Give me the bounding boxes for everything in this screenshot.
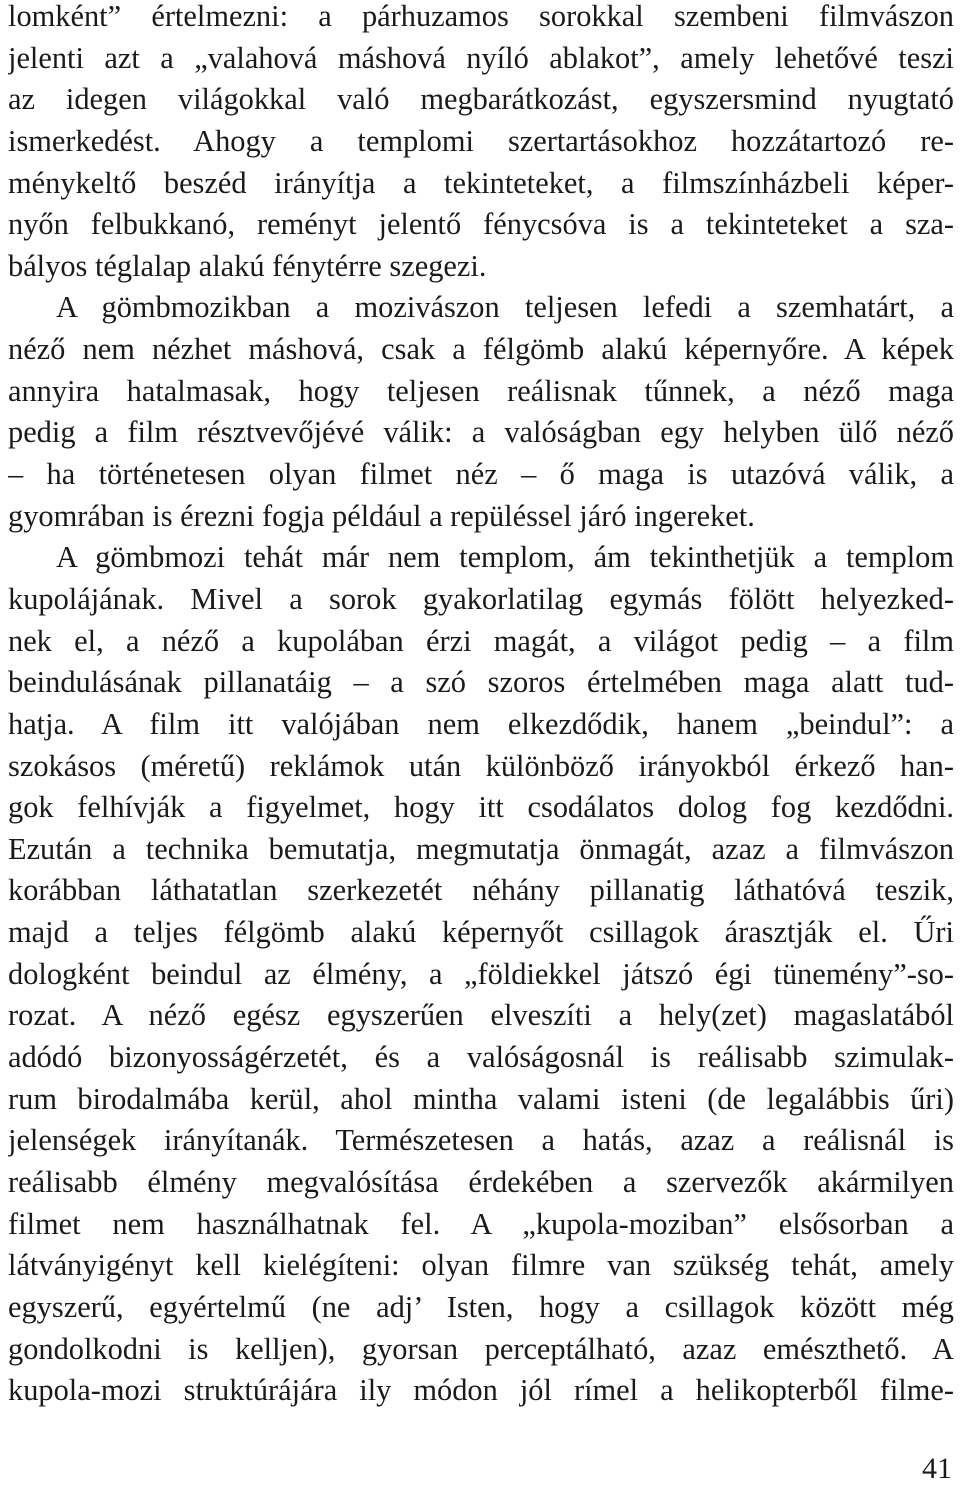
text-line: az idegen világokkal való megbarátkozást, egyszersmind nyugtató: [8, 82, 954, 117]
text-line: rozat. A néző egész egyszerűen elveszíti a hely(zet) magaslatából: [8, 998, 954, 1033]
text-line-paragraph-start: A gömbmozi tehát már nem templom, ám tekinthetjük a templom: [56, 540, 954, 575]
text-line: néző nem nézhet máshová, csak a félgömb alakú képernyőre. A képek: [8, 332, 954, 367]
text-line-paragraph-start: A gömbmozikban a mozivászon teljesen lefedi a szemhatárt, a: [56, 290, 954, 325]
text-line: lomként” értelmezni: a párhuzamos sorokkal szembeni filmvászon: [8, 0, 954, 33]
text-line: hatja. A film itt valójában nem elkezdődik, hanem „beindul”: a: [8, 706, 954, 741]
text-line: filmet nem használhatnak fel. A „kupola-moziban” elsősorban a: [8, 1206, 954, 1241]
text-line: gondolkodni is kelljen), gyorsan perceptálható, azaz emészthető. A: [8, 1331, 954, 1366]
body-text: [8, 0, 954, 1412]
text-line: Ezután a technika bemutatja, megmutatja önmagát, azaz a filmvászon: [8, 831, 954, 866]
text-line: – ha történetesen olyan filmet néz – ő maga is utazóvá válik, a: [8, 457, 954, 492]
text-line: adódó bizonyosságérzetét, és a valóságosnál is reálisabb szimulak-: [8, 1040, 954, 1075]
text-line: kupola-mozi struktúrájára ily módon jól rímel a helikopterből filme-: [8, 1373, 954, 1408]
text-line: dologként beindul az élmény, a „földiekkel játszó égi tünemény”-so-: [8, 956, 954, 991]
text-line: gok felhívják a figyelmet, hogy itt csodálatos dolog fog kezdődni.: [8, 790, 954, 825]
text-line: korábban láthatatlan szerkezetét néhány pillanatig láthatóvá teszik,: [8, 873, 954, 908]
text-line: jelenti azt a „valahová máshová nyíló ablakot”, amely lehetővé teszi: [8, 40, 954, 75]
text-line: pedig a film résztvevőjévé válik: a valóságban egy helyben ülő néző: [8, 415, 954, 450]
text-line: majd a teljes félgömb alakú képernyőt csillagok árasztják el. Űri: [8, 915, 954, 950]
text-line: annyira hatalmasak, hogy teljesen reálisnak tűnnek, a néző maga: [8, 373, 954, 408]
text-line: szokásos (méretű) reklámok után különböző irányokból érkező han-: [8, 748, 954, 783]
text-line: rum birodalmába kerül, ahol mintha valami isteni (de legalábbis űri): [8, 1081, 954, 1116]
text-line: nek el, a néző a kupolában érzi magát, a világot pedig – a film: [8, 623, 954, 658]
text-line: látványigényt kell kielégíteni: olyan filmre van szükség tehát, amely: [8, 1248, 954, 1283]
text-line: egyszerű, egyértelmű (ne adj’ Isten, hogy a csillagok között még: [8, 1289, 954, 1324]
text-line: ménykeltő beszéd irányítja a tekinteteket, a filmszínházbeli képer-: [8, 165, 954, 200]
page-number: 41: [922, 1452, 952, 1485]
text-line: bályos téglalap alakú fénytérre szegezi.: [8, 248, 487, 283]
text-line: kupolájának. Mivel a sorok gyakorlatilag egymás fölött helyezked-: [8, 581, 954, 616]
text-line: ismerkedést. Ahogy a templomi szertartásokhoz hozzátartozó re-: [8, 123, 954, 158]
text-line: jelenségek irányítanák. Természetesen a hatás, azaz a reálisnál is: [8, 1123, 954, 1158]
text-line: reálisabb élmény megvalósítása érdekében a szervezők akármilyen: [8, 1164, 954, 1199]
text-line: nyőn felbukkanó, reményt jelentő fénycsóva is a tekinteteket a sza-: [8, 207, 954, 242]
text-line: beindulásának pillanatáig – a szó szoros értelmében maga alatt tud-: [8, 665, 954, 700]
text-line: gyomrában is érezni fogja például a repüléssel járó ingereket.: [8, 498, 755, 533]
